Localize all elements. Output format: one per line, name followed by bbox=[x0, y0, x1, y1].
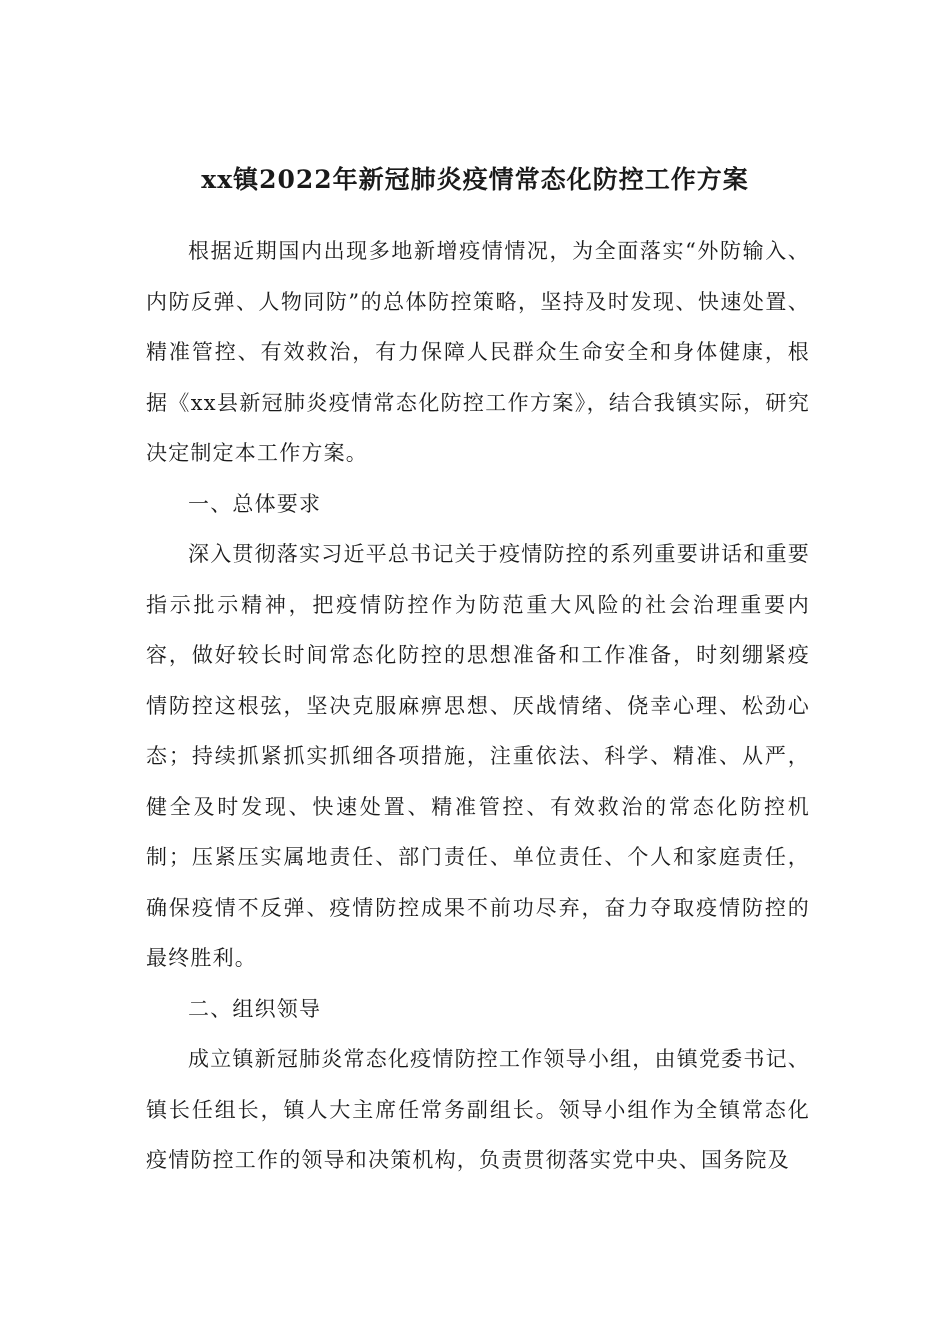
general-requirements-paragraph: 深入贯彻落实习近平总书记关于疫情防控的系列重要讲话和重要指示批示精神，把疫情防控作为防范重大风险的社会治理重要内容，做好较长时间常态化防控的思想准备和工作准备，时刻绷紧疫情防控这根弦，坚决克服麻痹思想、厌战情绪、侥幸心理、松劲心态；持续抓紧抓实抓细各项措施，注重依法、科学、精准、从严，健全及时发现、快速处置、精准管控、有效救治的常态化防控机制；压紧压实属地责任、部门责任、单位责任、个人和家庭责任，确保疫情不反弹、疫情防控成果不前功尽弃，奋力夺取疫情防控的最终胜利。 bbox=[146, 542, 810, 970]
document-title: xx镇2022年新冠肺炎疫情常态化防控工作方案 bbox=[201, 165, 749, 194]
organization-leadership-paragraph: 成立镇新冠肺炎常态化疫情防控工作领导小组，由镇党委书记、镇长任组长，镇人大主席任常务副组长。领导小组作为全镇常态化疫情防控工作的领导和决策机构，负责贯彻落实党中央、国务院及 bbox=[146, 1047, 810, 1172]
section-heading-general-requirements: 一、总体要求 bbox=[188, 491, 322, 516]
section-heading-organization-leadership: 二、组织领导 bbox=[188, 996, 322, 1021]
document-body bbox=[146, 226, 810, 1186]
intro-paragraph: 根据近期国内出现多地新增疫情情况，为全面落实“外防输入、内防反弹、人物同防”的总体防控策略，坚持及时发现、快速处置、精准管控、有效救治，有力保障人民群众生命安全和身体健康，根据《xx县新冠肺炎疫情常态化防控工作方案》，结合我镇实际，研究决定制定本工作方案。 bbox=[146, 239, 810, 465]
